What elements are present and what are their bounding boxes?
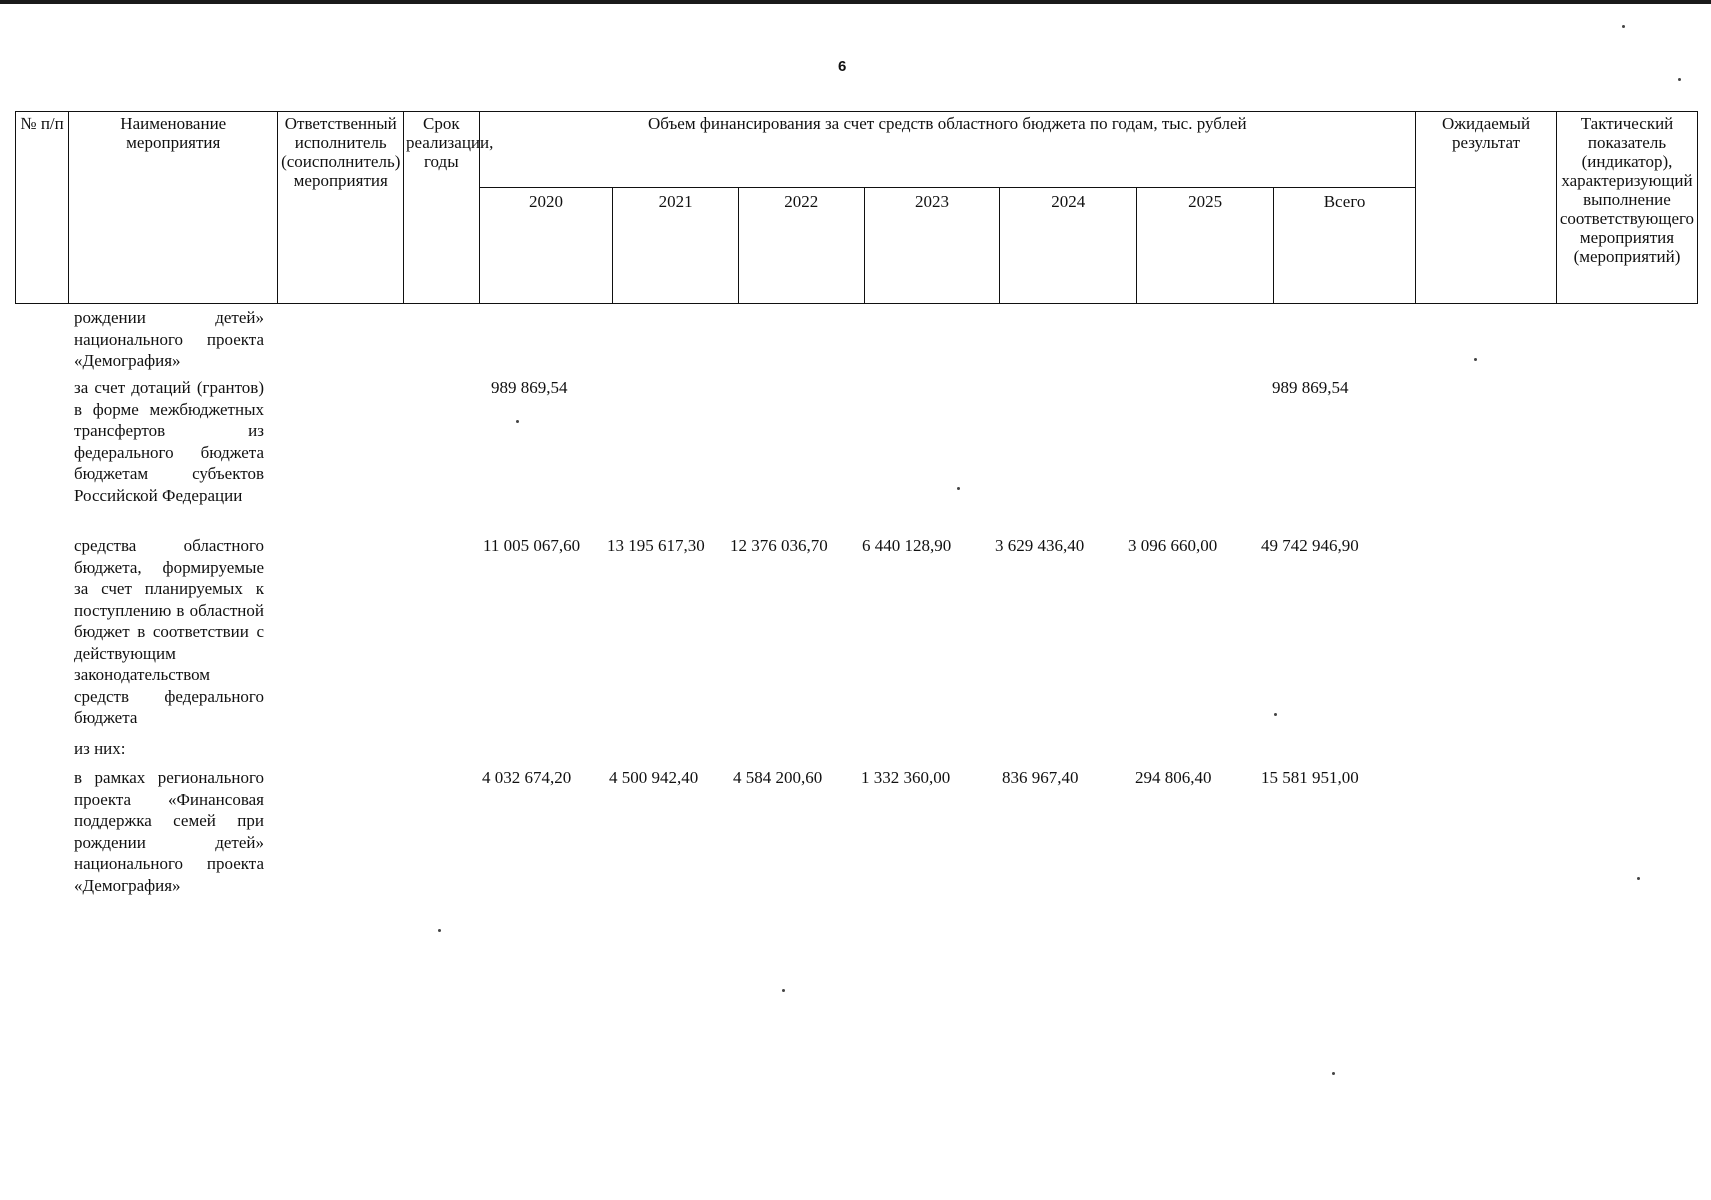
cell-2020: 11 005 067,60	[483, 536, 581, 555]
header-name: Наименование мероприятия	[69, 112, 278, 304]
scan-speck	[1474, 358, 1477, 361]
scan-speck	[1678, 78, 1681, 81]
row-label: из них:	[74, 739, 126, 758]
cell-2021: 13 195 617,30	[607, 536, 705, 555]
cell-total: 989 869,54	[1272, 378, 1349, 397]
header-term: Срок реализации, годы	[404, 112, 480, 304]
scan-speck	[1332, 1072, 1335, 1075]
cell-2025: 294 806,40	[1135, 768, 1212, 787]
row-label: в рамках регионального проекта «Финансовая поддержка семей при рождении детей» национального проекта «Демография»	[74, 768, 264, 895]
row-label: средства областного бюджета, формируемые за счет планируемых к поступлению в областной бюджет в соответствии с действующим законодательством средств федерального бюджета	[74, 536, 264, 727]
scan-speck	[438, 929, 441, 932]
cell-2021: 4 500 942,40	[609, 768, 699, 787]
header-year-2020: 2020	[479, 188, 613, 304]
header-year-2022: 2022	[738, 188, 864, 304]
cell-2020: 4 032 674,20	[482, 768, 572, 787]
page-number: 6	[838, 58, 847, 75]
cell-2024: 3 629 436,40	[995, 536, 1085, 555]
scan-speck	[516, 420, 519, 423]
cell-2020: 989 869,54	[491, 378, 568, 397]
scan-speck	[1622, 25, 1625, 28]
scan-speck	[782, 989, 785, 992]
header-funding: Объем финансирования за счет средств областного бюджета по годам, тыс. рублей	[479, 112, 1415, 188]
cell-2023: 6 440 128,90	[862, 536, 952, 555]
cell-2023: 1 332 360,00	[861, 768, 951, 787]
cell-2025: 3 096 660,00	[1128, 536, 1218, 555]
row-label: за счет дотаций (грантов) в форме межбюджетных трансфертов из федерального бюджета бюджетам субъектов Российской Федерации	[74, 378, 264, 505]
cell-total: 49 742 946,90	[1261, 536, 1359, 555]
header-total: Всего	[1274, 188, 1416, 304]
cell-2022: 12 376 036,70	[730, 536, 828, 555]
scan-speck	[957, 487, 960, 490]
header-expected: Ожидаемый результат	[1416, 112, 1557, 304]
header-responsible: Ответственный исполнитель (соисполнитель) мероприятия	[278, 112, 404, 304]
cell-2022: 4 584 200,60	[733, 768, 823, 787]
scan-speck	[1637, 877, 1640, 880]
cell-total: 15 581 951,00	[1261, 768, 1359, 787]
row-label: рождении детей» национального проекта «Демография»	[74, 308, 264, 370]
header-year-2021: 2021	[613, 188, 739, 304]
header-num: № п/п	[16, 112, 69, 304]
header-year-2024: 2024	[1000, 188, 1137, 304]
scan-speck	[1274, 713, 1277, 716]
cell-2024: 836 967,40	[1002, 768, 1079, 787]
header-year-2025: 2025	[1137, 188, 1274, 304]
header-year-2023: 2023	[864, 188, 1000, 304]
header-indicator: Тактический показатель (индикатор), характеризующий выполнение соответствующего мероприятия (мероприятий)	[1556, 112, 1697, 304]
